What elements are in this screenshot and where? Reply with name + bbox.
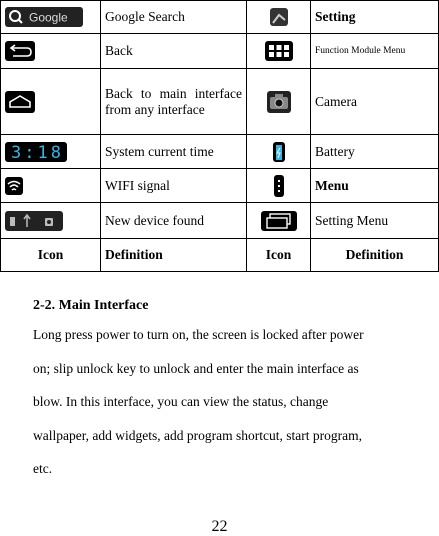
- definition-line: from any interface: [105, 101, 205, 117]
- icon-cell: [247, 34, 311, 69]
- definition-line: Back to main interface: [105, 85, 242, 101]
- home-icon: [5, 91, 35, 113]
- icon-cell: [247, 169, 311, 203]
- definition-cell: New device found: [101, 203, 247, 239]
- settings-icon: [270, 8, 288, 26]
- definition-cell: Function Module Menu: [311, 34, 439, 69]
- icon-cell: [247, 135, 311, 169]
- icon-cell: [1, 69, 101, 135]
- definition-cell: Camera: [311, 69, 439, 135]
- icon-cell: [247, 69, 311, 135]
- definition-cell: Battery: [311, 135, 439, 169]
- back-icon: [5, 41, 35, 61]
- clock-icon: [5, 142, 67, 162]
- definition-cell: [101, 69, 247, 135]
- paragraph-line: blow. In this interface, you can view the status, change: [33, 394, 329, 409]
- icon-cell: [1, 135, 101, 169]
- definition-cell: Back: [101, 34, 247, 69]
- clock-text: 3:18: [11, 142, 64, 162]
- battery-icon: [273, 142, 285, 162]
- icon-cell: [1, 203, 101, 239]
- header-definition: Definition: [311, 239, 439, 272]
- header-definition: Definition: [101, 239, 247, 272]
- table-row: [1, 203, 439, 239]
- page-number: 22: [211, 518, 228, 535]
- icon-cell: [1, 169, 101, 203]
- paragraph-line: Long press power to turn on, the screen is locked after power: [33, 327, 364, 342]
- definition-cell: Menu: [311, 169, 439, 203]
- paragraph-line: on; slip unlock key to unlock and enter the main interface as: [33, 360, 359, 376]
- header-icon: Icon: [247, 239, 311, 272]
- notification-icon: [5, 211, 63, 231]
- wifi-icon: [5, 177, 23, 195]
- camera-icon: [267, 91, 291, 113]
- google-search-icon: [5, 7, 83, 27]
- definition-cell: Google Search: [101, 1, 247, 34]
- google-wordmark: Google: [29, 10, 68, 25]
- table-header-row: [1, 239, 439, 272]
- icon-cell: [247, 1, 311, 34]
- table-row: [1, 1, 439, 34]
- paragraph-line: wallpaper, add widgets, add program shortcut, start program,: [33, 427, 362, 443]
- section-title: 2-2. Main Interface: [33, 298, 149, 313]
- section-paragraph: [33, 318, 413, 486]
- icon-cell: [1, 34, 101, 69]
- definition-cell: WIFI signal: [101, 169, 247, 203]
- definition-cell: Setting: [311, 1, 439, 34]
- table-row: [1, 135, 439, 169]
- table-row: [1, 34, 439, 69]
- table-row: [1, 69, 439, 135]
- function-menu-icon: [265, 41, 293, 61]
- recent-apps-icon: [261, 211, 297, 231]
- header-icon: Icon: [1, 239, 101, 272]
- definition-cell: System current time: [101, 135, 247, 169]
- icon-cell: [1, 1, 101, 34]
- table-row: [1, 169, 439, 203]
- menu-icon: [274, 175, 284, 197]
- definition-cell: Setting Menu: [311, 203, 439, 239]
- icon-cell: [247, 203, 311, 239]
- paragraph-line: etc.: [33, 461, 53, 476]
